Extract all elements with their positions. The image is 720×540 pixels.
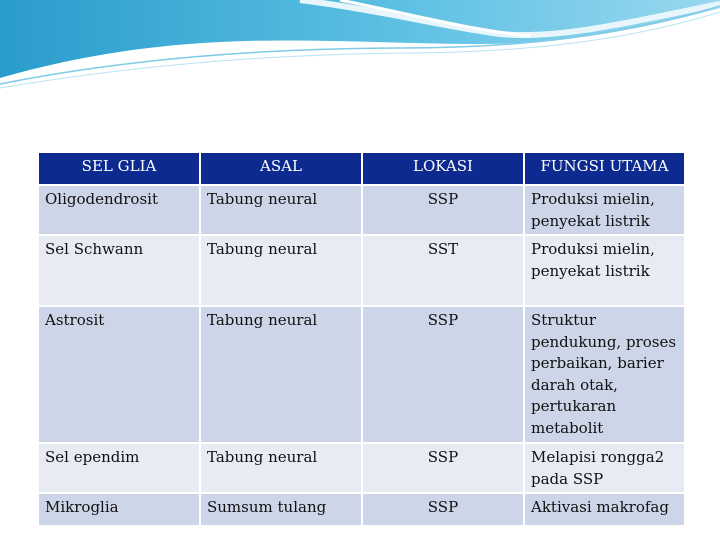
header-sel-glia: SEL GLIA [38, 152, 200, 185]
cell-fungsi: Aktivasi makrofag [524, 493, 685, 526]
table-row [38, 306, 685, 443]
cell-asal: Tabung neural [200, 185, 362, 235]
table-row [38, 185, 685, 235]
cell-lokasi: SSP [362, 443, 524, 493]
cell-sel-glia: Sel Schwann [38, 235, 200, 306]
cell-lokasi: SST [362, 235, 524, 306]
table-row [38, 443, 685, 493]
header-lokasi: LOKASI [362, 152, 524, 185]
cell-asal: Tabung neural [200, 306, 362, 443]
cell-lokasi: SSP [362, 185, 524, 235]
cell-fungsi: Melapisi rongga2 pada SSP [524, 443, 685, 493]
table-row [38, 235, 685, 306]
table-header-row [38, 152, 685, 185]
glia-cell-table [37, 151, 686, 527]
header-wave-decoration [0, 0, 720, 90]
cell-asal: Tabung neural [200, 235, 362, 306]
header-fungsi-utama: FUNGSI UTAMA [524, 152, 685, 185]
cell-fungsi: Produksi mielin, penyekat listrik [524, 235, 685, 306]
cell-fungsi: Produksi mielin, penyekat listrik [524, 185, 685, 235]
cell-asal: Tabung neural [200, 443, 362, 493]
cell-lokasi: SSP [362, 493, 524, 526]
cell-fungsi: Struktur pendukung, proses perbaikan, barier darah otak, pertukaran metabolit [524, 306, 685, 443]
cell-sel-glia: Mikroglia [38, 493, 200, 526]
table-row [38, 493, 685, 526]
cell-lokasi: SSP [362, 306, 524, 443]
cell-sel-glia: Astrosit [38, 306, 200, 443]
cell-asal: Sumsum tulang [200, 493, 362, 526]
cell-sel-glia: Oligodendrosit [38, 185, 200, 235]
cell-sel-glia: Sel ependim [38, 443, 200, 493]
header-asal: ASAL [200, 152, 362, 185]
